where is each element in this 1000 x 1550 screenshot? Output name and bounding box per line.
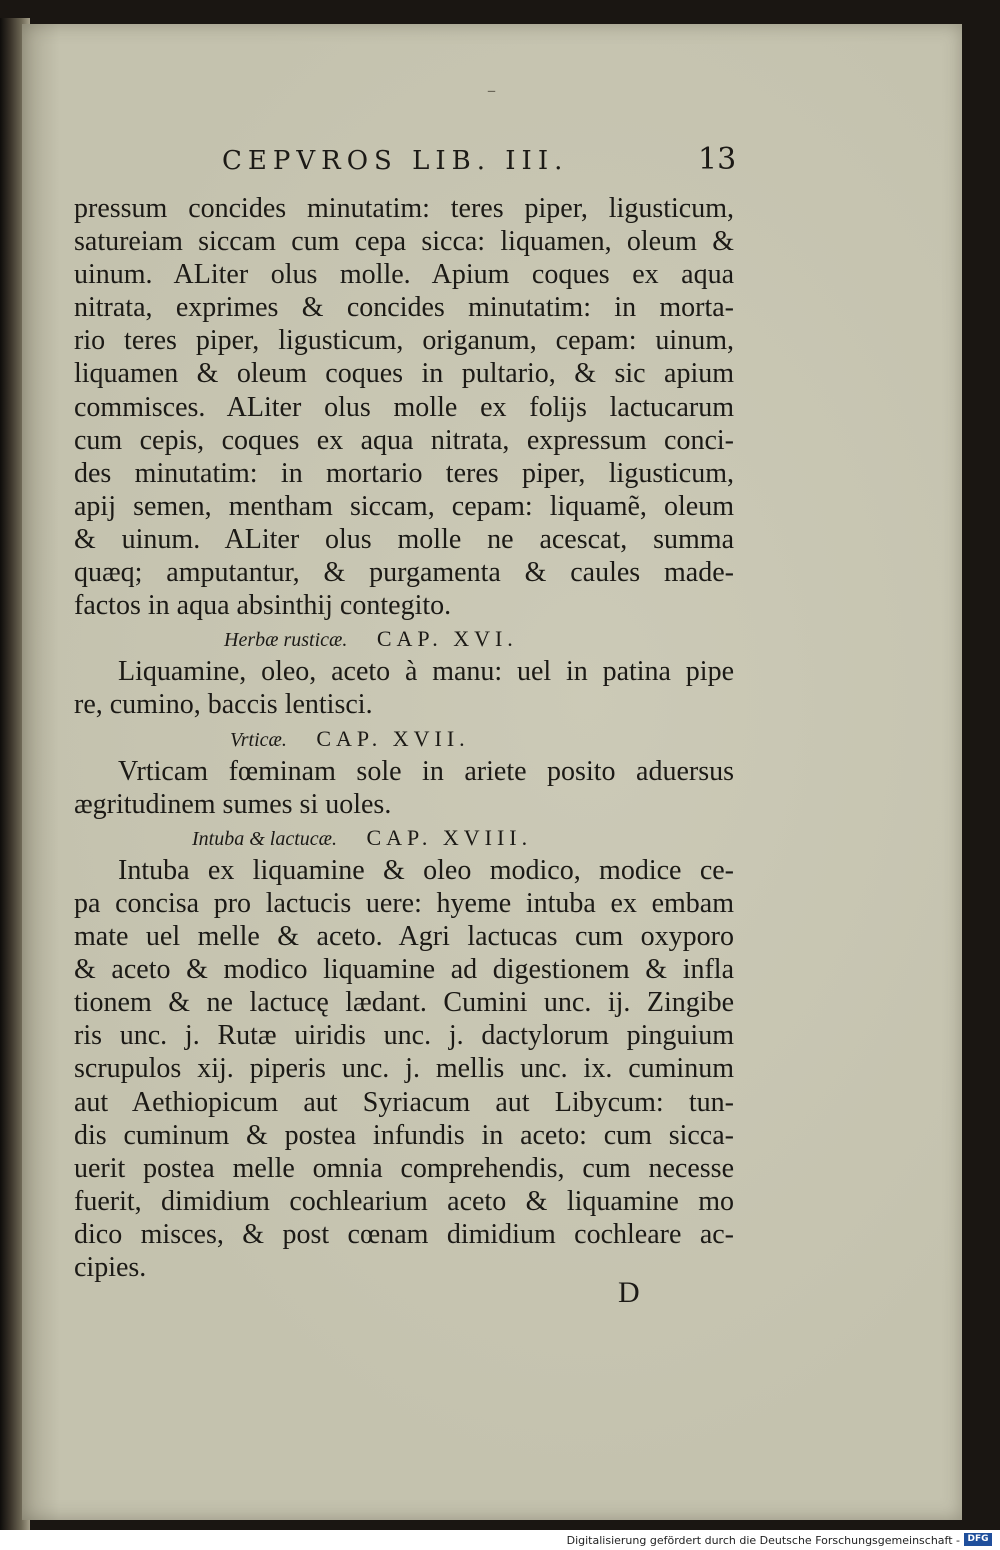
chapter-17-text bbox=[74, 755, 734, 821]
chapter-number: CAP. XVII. bbox=[316, 725, 470, 751]
text-line: commisces. ALiter olus molle ex folijs lactucarum bbox=[74, 391, 734, 423]
chapter-title: Intuba & lactucæ. bbox=[192, 827, 337, 850]
text-line: ægritudinem sumes si uoles. bbox=[74, 788, 392, 820]
printer-mark: – bbox=[487, 80, 496, 101]
text-line: satureiam siccam cum cepa sicca: liquamen, oleum & bbox=[74, 226, 734, 258]
text-line: Vrticam fœminam sole in ariete posito aduersus bbox=[118, 755, 734, 787]
running-head: CEPVROS LIB. III. bbox=[222, 146, 569, 176]
text-line: uerit postea melle omnia comprehendis, cum necesse bbox=[74, 1152, 734, 1184]
text-line: scrupulos xij. piperis unc. j. mellis unc. ix. cuminum bbox=[74, 1053, 734, 1085]
text-line: cum cepis, coques ex aqua nitrata, expressum conci- bbox=[74, 424, 734, 456]
chapter-heading-17 bbox=[74, 722, 734, 755]
dfg-logo-icon: DFG bbox=[964, 1533, 992, 1546]
intro-paragraph bbox=[74, 192, 734, 622]
text-line: & aceto & modico liquamine ad digestionem & infla bbox=[74, 954, 734, 986]
text-line: dico misces, & post cœnam dimidium cochleare ac- bbox=[74, 1218, 734, 1250]
folio-number: 13 bbox=[698, 142, 737, 177]
text-line: des minutatim: in mortario teres piper, ligusticum, bbox=[74, 457, 734, 489]
text-line: Intuba ex liquamine & oleo modico, modice ce- bbox=[118, 854, 734, 886]
chapter-number: CAP. XVI. bbox=[376, 626, 518, 652]
chapter-heading-16 bbox=[74, 622, 734, 655]
text-line: dis cuminum & postea infundis in aceto: cum sicca- bbox=[74, 1119, 734, 1151]
chapter-title: Herbæ rusticæ. bbox=[224, 629, 348, 652]
text-line: ris unc. j. Rutæ uiridis unc. j. dactylorum pinguium bbox=[74, 1020, 734, 1052]
text-line: mate uel melle & aceto. Agri lactucas cum oxyporo bbox=[74, 921, 734, 953]
footer-credit: Digitalisierung gefördert durch die Deutsche Forschungsgemeinschaft - bbox=[566, 1534, 960, 1547]
text-line: Liquamine, oleo, aceto à manu: uel in patina pipe bbox=[118, 656, 734, 688]
text-line: pressum concides minutatim: teres piper, ligusticum, bbox=[74, 193, 734, 224]
text-line: aut Aethiopicum aut Syriacum aut Libycum: tun- bbox=[74, 1086, 734, 1118]
text-line: tionem & ne lactucę lædant. Cumini unc. ij. Zingibe bbox=[74, 987, 734, 1019]
text-line: fuerit, dimidium cochlearium aceto & liquamine mo bbox=[74, 1185, 734, 1217]
text-line: nitrata, exprimes & concides minutatim: in morta- bbox=[74, 292, 734, 324]
chapter-title: Vrticæ. bbox=[230, 728, 287, 751]
text-line: pa concisa pro lactucis uere: hyeme intuba ex embam bbox=[74, 887, 734, 919]
chapter-number: CAP. XVIII. bbox=[366, 824, 533, 850]
text-line: uinum. ALiter olus molle. Apium coques ex aqua bbox=[74, 259, 734, 291]
main-text-block bbox=[74, 192, 734, 1284]
text-line: re, cumino, baccis lentisci. bbox=[74, 689, 373, 721]
chapter-heading-18 bbox=[74, 821, 734, 854]
text-line: rio teres piper, ligusticum, origanum, cepam: uinum, bbox=[74, 325, 734, 357]
page-header bbox=[22, 136, 962, 180]
book-page bbox=[22, 24, 962, 1520]
text-line: & uinum. ALiter olus molle ne acescat, summa bbox=[74, 523, 734, 555]
digitization-footer bbox=[0, 1530, 1000, 1550]
chapter-16-text bbox=[74, 655, 734, 721]
text-line: cipies. bbox=[74, 1252, 147, 1283]
text-line: liquamen & oleum coques in pultario, & sic apium bbox=[74, 358, 734, 390]
text-line: apij semen, mentham siccam, cepam: liquamẽ, oleum bbox=[74, 490, 734, 522]
signature-mark: D bbox=[618, 1276, 640, 1309]
chapter-18-text bbox=[74, 854, 734, 1284]
text-line: factos in aqua absinthij contegito. bbox=[74, 590, 452, 622]
text-line: quæq; amputantur, & purgamenta & caules made- bbox=[74, 557, 734, 589]
